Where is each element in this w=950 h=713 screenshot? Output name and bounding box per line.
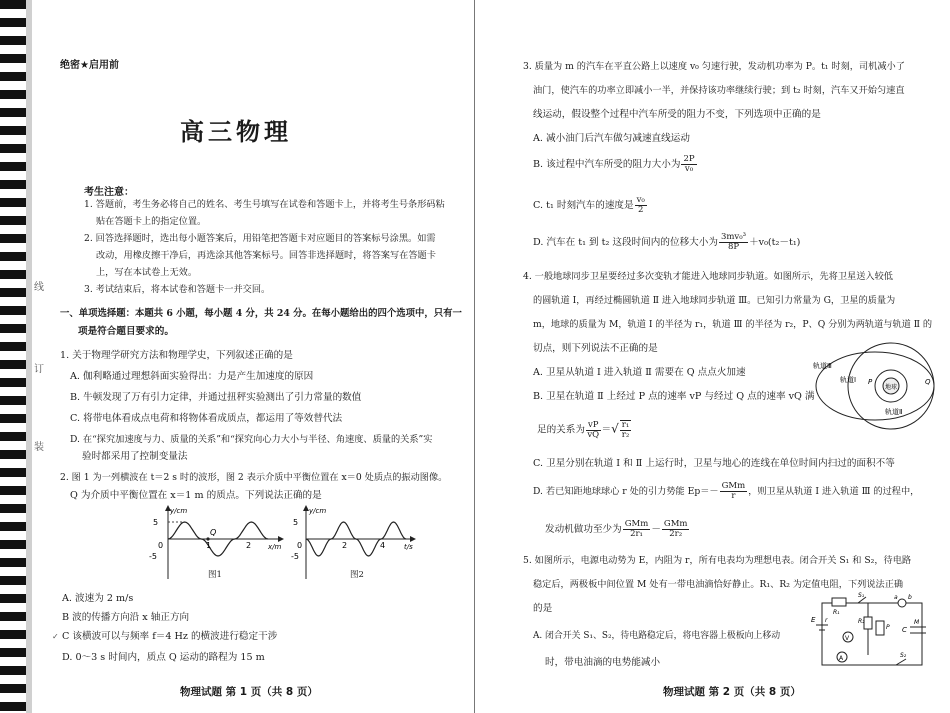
fig2-ylabel: y/cm xyxy=(309,507,327,515)
q4-b-text: 足的关系为 xyxy=(537,424,585,436)
circuit-label-e: E xyxy=(811,616,816,624)
q1-option-b: B. 牛顿发现了万有引力定律，并通过扭秤实验测出了引力常量的数值 xyxy=(70,392,362,403)
orbit-diagram xyxy=(815,340,945,430)
q4-b-equals: ＝ xyxy=(601,424,612,436)
circuit-label-node-b: b xyxy=(908,594,912,601)
fig1-x-arrow xyxy=(278,536,284,542)
q3-option-d-tail: ＋v₀(t₂－t₁) xyxy=(749,237,801,248)
fig2-amp-neg-label: -5 xyxy=(291,552,299,561)
section-heading-line-1: 一、单项选择题：本题共 6 小题，每小题 4 分，共 24 分。在每小题给出的四个选项中，只有一 xyxy=(60,308,462,319)
fig1-origin-label: 0 xyxy=(158,541,164,550)
q2-stem-line-2: Q 为介质中平衡位置在 x＝1 m 的质点。下列说法正确的是 xyxy=(70,490,322,501)
fig1-tick-1: 1 xyxy=(206,541,212,550)
notice-line-1: 1. 答题前，考生务必将自己的姓名、考生号填写在试卷和答题卡上，并将考生号条形码粘 xyxy=(84,199,445,210)
margin-mark-line: 线 xyxy=(34,282,44,293)
q4-d2-fraction-1 xyxy=(623,520,651,539)
q3-option-c xyxy=(533,196,648,215)
q3-option-d-fraction xyxy=(719,233,748,252)
fig1-amp-neg-label: -5 xyxy=(149,552,157,561)
fig1-point-q-label: Q xyxy=(210,528,217,537)
sqrt-sign-icon: √ xyxy=(611,421,619,436)
q3-c-num: v₀ xyxy=(636,195,645,205)
pen-mark: ✓ xyxy=(52,632,59,641)
binding-strip xyxy=(0,0,26,713)
q4-d2-text: 发动机做功至少为 xyxy=(545,524,622,535)
q3-line-2: 油门，使汽车的功率立即减小一半，并保持该功率继续行驶；到 t₂ 时刻，汽车又开始匀速直 xyxy=(533,85,905,96)
earth-label: 地球 xyxy=(885,384,898,391)
rheostat xyxy=(876,621,884,635)
fig2-x-arrow xyxy=(410,536,416,542)
q4-option-c: C. 卫星分别在轨道 Ⅰ 和 Ⅱ 上运行时，卫星与地心的连线在单位时间内扫过的面积不等 xyxy=(533,458,895,469)
q1-option-d-line-2: 验时都采用了控制变量法 xyxy=(82,451,188,462)
q5-line-1: 5. 如图所示，电源电动势为 E，内阻为 r，所有电表均为理想电表。闭合开关 S₁ 和 S₂，待电路 xyxy=(523,555,912,566)
q4-b-rnum: r₁ xyxy=(621,420,630,430)
q1-stem: 1. 关于物理学研究方法和物理学史，下列叙述正确的是 xyxy=(60,350,293,361)
q4-d-den: r xyxy=(731,491,736,501)
q4-d-num: GMm xyxy=(721,481,746,491)
q4-option-b-line-1: B. 卫星在轨道 Ⅱ 上经过 P 点的速率 vP 与经过 Q 点的速率 vQ 满 xyxy=(533,391,815,402)
q4-b-den: vQ xyxy=(587,429,600,440)
q1-option-d-line-1: D. 在“探究加速度与力、质量的关系”和“探究向心力大小与半径、角速度、质量的关系”实 xyxy=(70,434,433,445)
fig2-xlabel: t/s xyxy=(404,543,413,551)
q4-d2-den-2: 2r₂ xyxy=(669,529,683,539)
q4-d2-num-1: GMm xyxy=(624,519,649,529)
fig1-xlabel: x/m xyxy=(268,543,282,551)
meter-ab-icon xyxy=(898,599,906,607)
section-heading-line-2: 项是符合题目要求的。 xyxy=(78,326,174,337)
notice-line-2: 贴在答题卡上的指定位置。 xyxy=(96,216,207,227)
q4-option-d-line-2 xyxy=(545,520,690,539)
q3-option-b-text: B. 该过程中汽车所受的阻力大小为 xyxy=(533,159,681,170)
circuit-label-v: V xyxy=(845,635,850,642)
circuit-label-m: M xyxy=(914,619,920,626)
fig1-point-q xyxy=(206,537,209,540)
fig1-ylabel: y/cm xyxy=(170,507,188,515)
q3-option-d xyxy=(533,233,800,252)
circuit-label-a: A xyxy=(839,655,844,662)
page-title: 高三物理 xyxy=(180,118,292,146)
circuit-label-r: r xyxy=(825,617,828,624)
q4-d2-minus: － xyxy=(651,524,661,535)
q2-option-a: A. 波速为 2 m/s xyxy=(62,593,134,604)
binding-shadow xyxy=(26,0,32,713)
q4-b-rden: r₂ xyxy=(621,430,630,440)
page-2-footer: 物理试题 第 2 页（共 8 页） xyxy=(663,686,801,698)
circuit-diagram xyxy=(810,593,935,671)
q5-option-a-line-2: 时，带电油滴的电势能减小 xyxy=(545,657,661,668)
q4-line-3: m，地球的质量为 M，轨道 Ⅰ 的半径为 r₁，轨道 Ⅲ 的半径为 r₂，P、Q 分别为两轨道与轨道 Ⅱ 的 xyxy=(533,319,933,330)
page-1-footer: 物理试题 第 1 页（共 8 页） xyxy=(180,686,318,698)
q3-option-d-text: D. 汽车在 t₁ 到 t₂ 这段时间内的位移大小为 xyxy=(533,237,718,248)
q4-d-text: D. 若已知距地球球心 r 处的引力势能 Ep＝－ xyxy=(533,486,719,497)
resistor-r2 xyxy=(864,617,872,629)
q4-d2-fraction-2 xyxy=(662,520,690,539)
circuit-label-s2: S₂ xyxy=(900,652,907,659)
circuit-label-p: P xyxy=(886,624,890,631)
orbit-i-label: 轨道Ⅰ xyxy=(840,376,857,384)
q4-d2-den-1: 2r₁ xyxy=(630,529,643,539)
switch-s2-blade xyxy=(896,659,906,665)
q2-option-c: C 该横波可以与频率 f＝4 Hz 的横波进行稳定干涉 xyxy=(62,631,278,642)
point-p-label: P xyxy=(868,378,873,386)
q4-b-sqrt-fraction xyxy=(620,420,631,440)
circuit-label-r2: R₂ xyxy=(858,618,865,625)
q2-option-b: B 波的传播方向沿 x 轴正方向 xyxy=(62,612,190,623)
q4-option-d-line-1 xyxy=(533,482,919,501)
right-page xyxy=(475,0,950,713)
q1-option-c: C. 将带电体看成点电荷和将物体看成质点，都运用了等效替代法 xyxy=(70,413,343,424)
margin-mark-order: 订 xyxy=(34,364,44,375)
fig2-amp-label: 5 xyxy=(293,518,299,527)
q3-b-num: 2P xyxy=(683,154,695,164)
q3-option-c-text: C. t₁ 时刻汽车的速度是 xyxy=(533,200,634,211)
margin-mark-bind: 装 xyxy=(34,442,44,453)
q4-b-fraction xyxy=(586,421,601,440)
fig1-tick-2: 2 xyxy=(246,541,252,550)
q3-d-den: 8P xyxy=(727,242,740,252)
q1-option-a: A. 伽利略通过理想斜面实验得出：力是产生加速度的原因 xyxy=(70,371,314,382)
q5-line-2: 稳定后，两极板中间位置 M 处有一带电油滴恰好静止。R₁、R₂ 为定值电阻，下列说法正确 xyxy=(533,579,904,590)
q3-option-b-fraction xyxy=(681,155,696,174)
q4-d-fraction xyxy=(720,482,748,501)
q3-line-1: 3. 质量为 m 的汽车在平直公路上以速度 v₀ 匀速行驶，发动机功率为 P。t₁ 时刻，司机减小了 xyxy=(523,61,905,72)
q2-stem-line-1: 2. 图 1 为一列横波在 t＝2 s 时的波形，图 2 表示介质中平衡位置在 x＝0 处质点的振动图像。 xyxy=(60,472,448,483)
q2-option-d: D. 0～3 s 时间内，质点 Q 运动的路程为 15 m xyxy=(62,652,265,663)
fig2-tick-2: 4 xyxy=(380,541,386,550)
resistor-r1 xyxy=(832,598,846,606)
circuit-label-node-a: a xyxy=(894,594,898,601)
q4-option-b-line-2 xyxy=(537,420,632,440)
q4-line-2: 的圆轨道 Ⅰ，再经过椭圆轨道 Ⅱ 进入地球同步轨道 Ⅲ。已知引力常量为 G，卫星的质量为 xyxy=(533,295,896,306)
fig2-origin-label: 0 xyxy=(297,541,303,550)
fig1-caption: 图1 xyxy=(208,570,222,580)
q4-option-a: A. 卫星从轨道 Ⅰ 进入轨道 Ⅱ 需要在 Q 点点火加速 xyxy=(533,367,746,378)
point-q-label: Q xyxy=(925,378,931,386)
q3-line-3: 线运动，假设整个过程中汽车所受的阻力不变，下列选项中正确的是 xyxy=(533,109,821,120)
fig2-tick-1: 2 xyxy=(342,541,348,550)
orbit-iii-label: 轨道Ⅲ xyxy=(813,362,832,370)
q4-line-4: 切点，则下列说法不正确的是 xyxy=(533,343,658,354)
q4-b-num: vP xyxy=(587,419,599,430)
q3-c-den: 2 xyxy=(638,205,644,215)
q3-option-b xyxy=(533,155,698,174)
fig1-amp-label: 5 xyxy=(153,518,159,527)
notice-line-3: 2. 回答选择题时，选出每小题答案后，用铅笔把答题卡对应题目的答案标号涂黑。如需 xyxy=(84,233,436,244)
q3-d-num: 3mv₀³ xyxy=(720,232,747,242)
orbit-ii-label: 轨道Ⅱ xyxy=(885,408,903,416)
q3-option-c-fraction xyxy=(635,196,647,215)
q3-option-a: A. 减小油门后汽车做匀减速直线运动 xyxy=(533,133,690,144)
circuit-label-s1: S₁ xyxy=(858,592,865,599)
notice-line-5: 上，写在本试卷上无效。 xyxy=(96,267,198,278)
circuit-label-r1: R₁ xyxy=(833,609,840,616)
notice-line-4: 改动，用橡皮擦干净后，再选涂其他答案标号。回答非选择题时，将答案写在答题卡 xyxy=(96,250,436,261)
fig2-caption: 图2 xyxy=(350,570,364,580)
notice-heading: 考生注意： xyxy=(84,187,134,198)
q5-option-a-line-1: A. 闭合开关 S₁、S₂，待电路稳定后，将电容器上极板向上移动 xyxy=(533,631,781,641)
circuit-label-c: C xyxy=(902,626,907,634)
confidential-header: 绝密★启用前 xyxy=(60,60,119,71)
q3-b-den: v₀ xyxy=(684,164,694,174)
q4-d2-num-2: GMm xyxy=(663,519,688,529)
q4-line-1: 4. 一般地球同步卫星要经过多次变轨才能进入地球同步轨道。如图所示，先将卫星送入较低 xyxy=(523,271,893,282)
notice-line-6: 3. 考试结束后，将本试卷和答题卡一并交回。 xyxy=(84,284,271,295)
q5-line-3: 的是 xyxy=(533,603,553,614)
q4-d-tail: ，则卫星从轨道 Ⅰ 进入轨道 Ⅲ 的过程中， xyxy=(748,486,920,497)
